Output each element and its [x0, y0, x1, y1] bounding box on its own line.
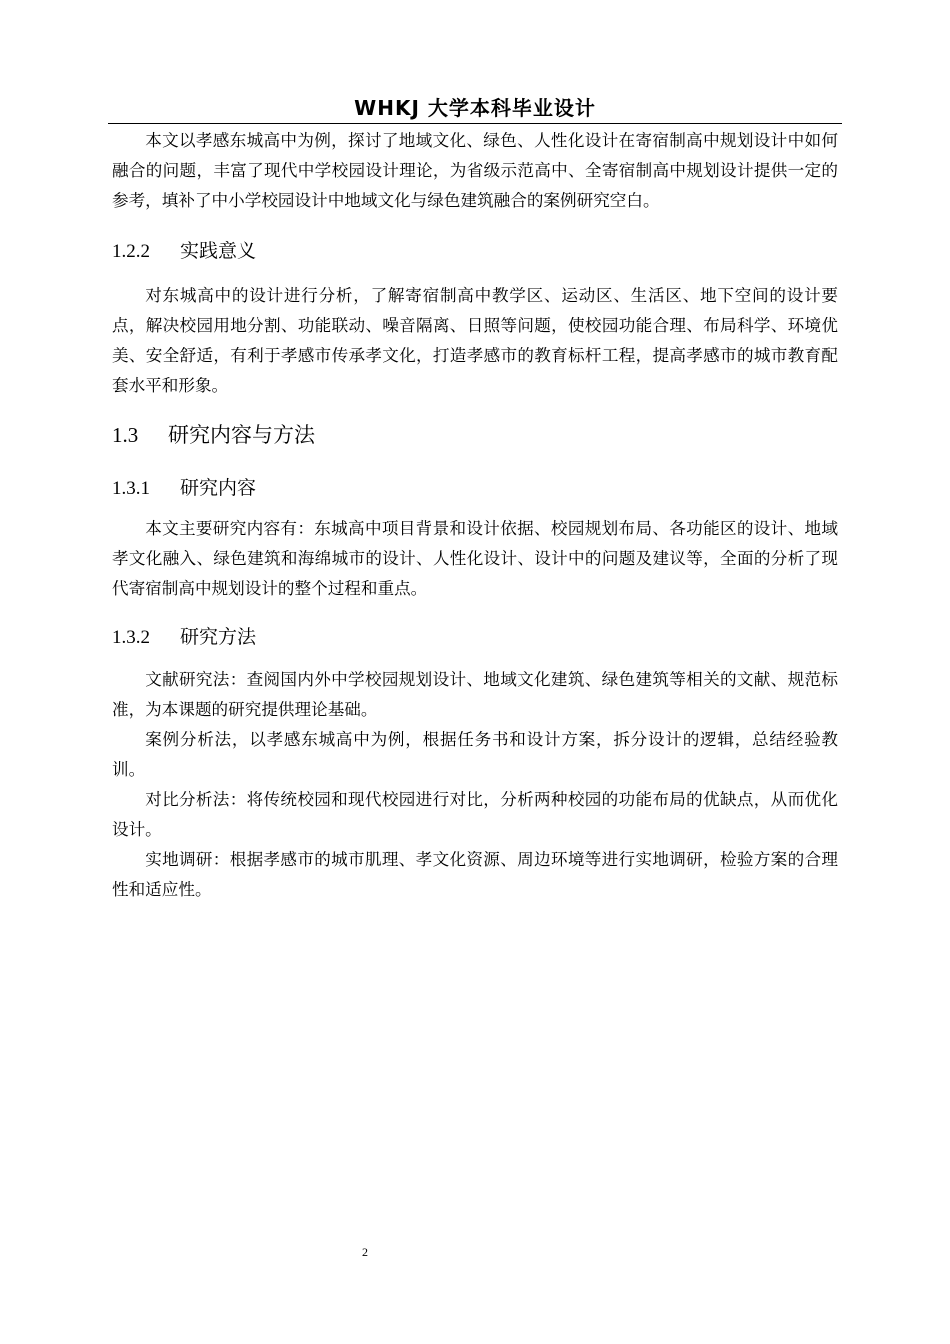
section-heading-1-3	[112, 421, 838, 449]
method-paragraph-fieldwork: 实地调研：根据孝感市的城市肌理、孝文化资源、周边环境等进行实地调研，检验方案的合理性和适应性。	[112, 850, 838, 899]
section-heading-1-2-2	[112, 238, 838, 265]
page-number: 2	[362, 1245, 368, 1259]
method-paragraph-literature: 文献研究法：查阅国内外中学校园规划设计、地域文化建筑、绿色建筑等相关的文献、规范标准，为本课题的研究提供理论基础。	[112, 670, 838, 719]
header-divider	[108, 123, 842, 124]
section-title: 研究方法	[180, 626, 257, 648]
section-heading-1-3-2	[112, 624, 838, 651]
section-number: 1.3	[112, 423, 139, 447]
section-number: 1.3.2	[112, 627, 150, 648]
section-number: 1.2.2	[112, 241, 150, 262]
intro-paragraph: 本文以孝感东城高中为例，探讨了地域文化、绿色、人性化设计在寄宿制高中规划设计中如何融合的问题，丰富了现代中学校园设计理论，为省级示范高中、全寄宿制高中规划设计提供一定的参考，填补了中小学校园设计中地域文化与绿色建筑融合的案例研究空白。	[112, 131, 838, 210]
research-content-paragraph: 本文主要研究内容有：东城高中项目背景和设计依据、校园规划布局、各功能区的设计、地域孝文化融入、绿色建筑和海绵城市的设计、人性化设计、设计中的问题及建议等，全面的分析了现代寄宿制高中规划设计的整个过程和重点。	[112, 519, 838, 598]
section-title: 实践意义	[180, 240, 257, 262]
practice-paragraph: 对东城高中的设计进行分析，了解寄宿制高中教学区、运动区、生活区、地下空间的设计要点，解决校园用地分割、功能联动、噪音隔离、日照等问题，使校园功能合理、布局科学、环境优美、安全舒适，有利于孝感市传承孝文化，打造孝感市的教育标杆工程，提高孝感市的城市教育配套水平和形象。	[112, 286, 838, 395]
page-header: WHKJ 大学本科毕业设计	[354, 96, 596, 120]
method-paragraph-comparison: 对比分析法：将传统校园和现代校园进行对比，分析两种校园的功能布局的优缺点，从而优化设计。	[112, 790, 838, 839]
section-heading-1-3-1	[112, 475, 838, 502]
method-paragraph-case: 案例分析法，以孝感东城高中为例，根据任务书和设计方案，拆分设计的逻辑，总结经验教训。	[112, 730, 838, 779]
section-title: 研究内容与方法	[168, 423, 315, 447]
section-number: 1.3.1	[112, 478, 150, 499]
section-title: 研究内容	[180, 477, 257, 499]
page-body	[112, 126, 838, 905]
